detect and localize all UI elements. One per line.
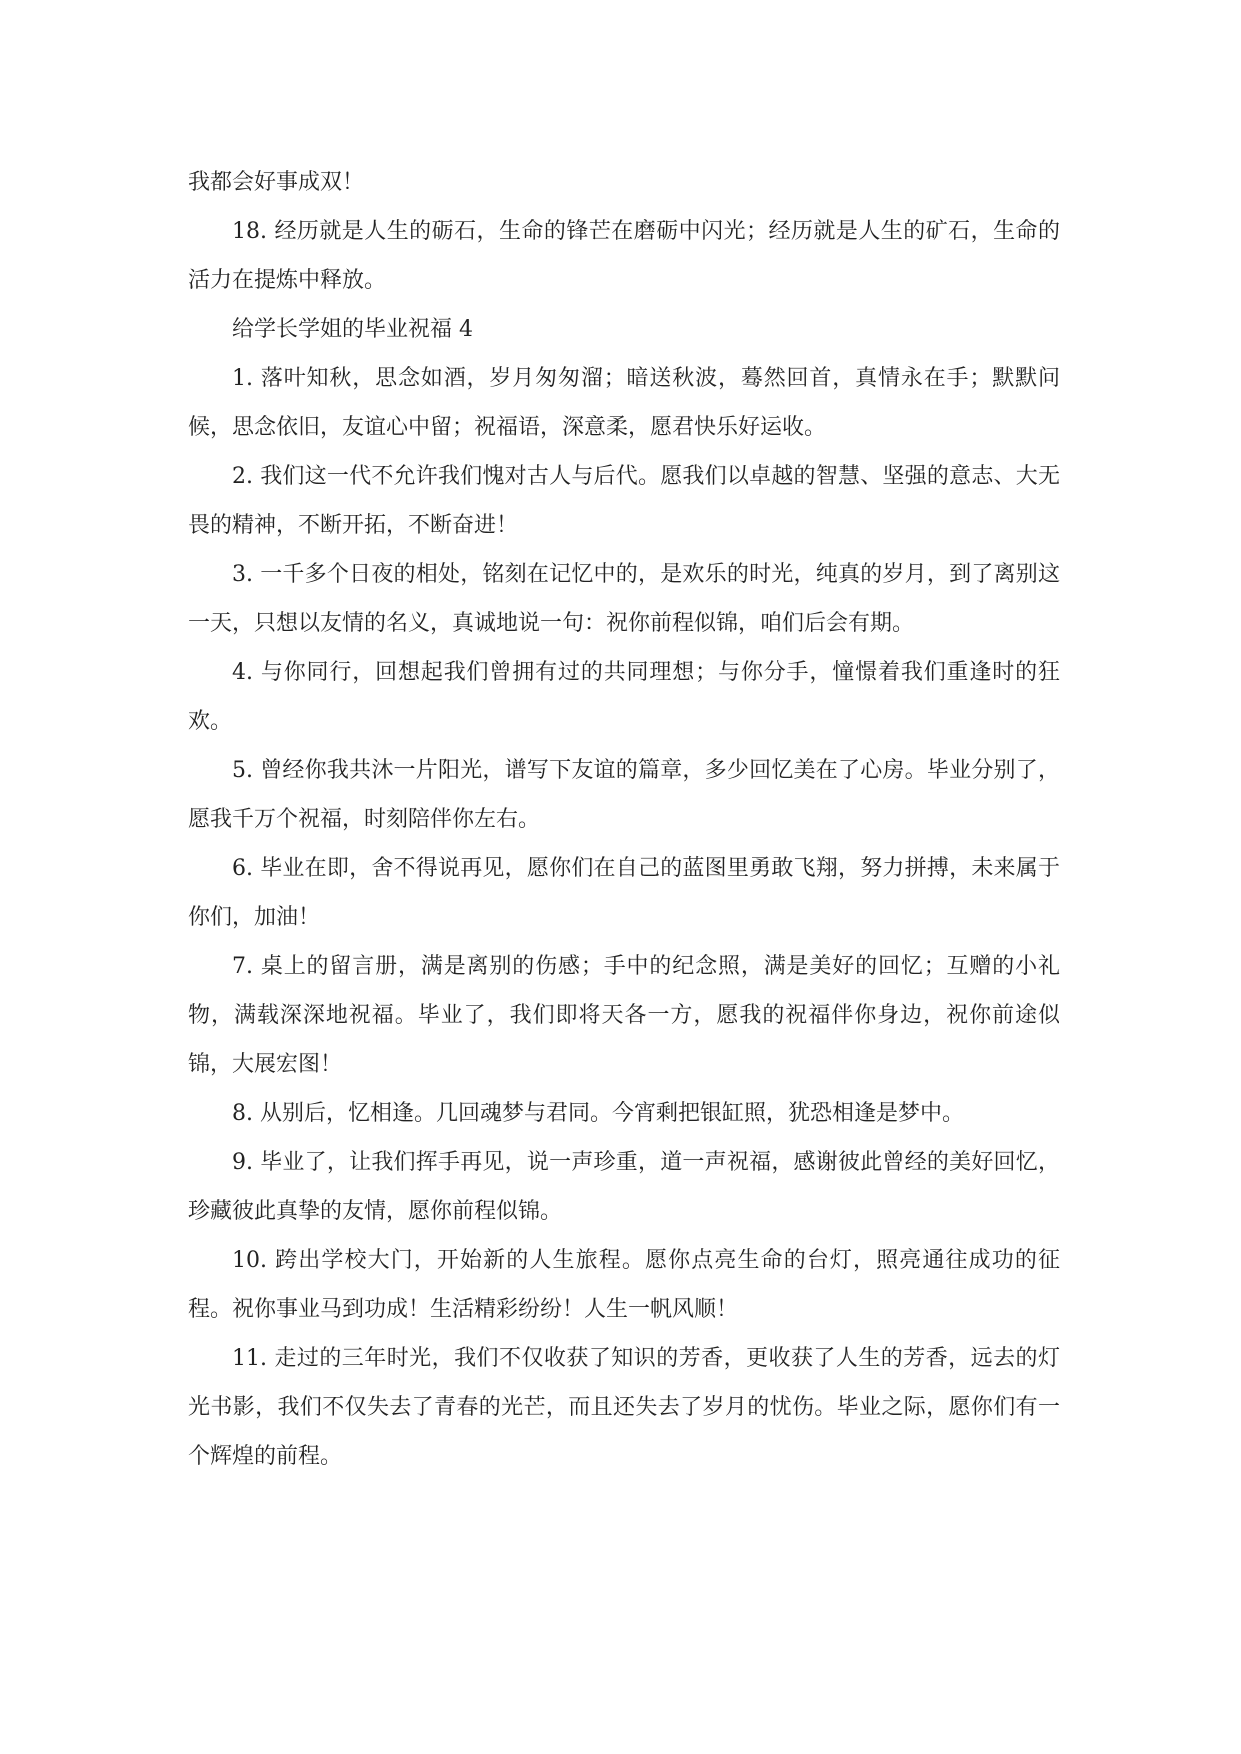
paragraph-item-4: 4. 与你同行，回想起我们曾拥有过的共同理想；与你分手，憧憬着我们重逢时的狂欢。 xyxy=(188,660,1060,734)
paragraph-item-2: 2. 我们这一代不允许我们愧对古人与后代。愿我们以卓越的智慧、坚强的意志、大无畏的精神，不断开拓，不断奋进！ xyxy=(188,464,1060,538)
paragraph-item-5: 5. 曾经你我共沐一片阳光，谱写下友谊的篇章，多少回忆美在了心房。毕业分别了，愿我千万个祝福，时刻陪伴你左右。 xyxy=(188,758,1060,832)
paragraph-item-10: 10. 跨出学校大门，开始新的人生旅程。愿你点亮生命的台灯，照亮通往成功的征程。祝你事业马到功成！生活精彩纷纷！人生一帆风顺！ xyxy=(188,1248,1060,1322)
paragraph-item-3: 3. 一千多个日夜的相处，铭刻在记忆中的，是欢乐的时光，纯真的岁月，到了离别这一天，只想以友情的名义，真诚地说一句：祝你前程似锦，咱们后会有期。 xyxy=(188,562,1060,636)
paragraph-item-8: 8. 从别后，忆相逢。几回魂梦与君同。今宵剩把银缸照，犹恐相逢是梦中。 xyxy=(232,1101,964,1126)
paragraph-item-9: 9. 毕业了，让我们挥手再见，说一声珍重，道一声祝福，感谢彼此曾经的美好回忆，珍藏彼此真挚的友情，愿你前程似锦。 xyxy=(188,1150,1060,1224)
section-heading: 给学长学姐的毕业祝福 4 xyxy=(232,317,473,342)
paragraph-item-18: 18. 经历就是人生的砺石，生命的锋芒在磨砺中闪光；经历就是人生的矿石，生命的活力在提炼中释放。 xyxy=(188,219,1060,293)
paragraph-item-7: 7. 桌上的留言册，满是离别的伤感；手中的纪念照，满是美好的回忆；互赠的小礼物，满载深深地祝福。毕业了，我们即将天各一方，愿我的祝福伴你身边，祝你前途似锦，大展宏图！ xyxy=(188,954,1060,1077)
document-body xyxy=(188,158,1060,1481)
paragraph-item-6: 6. 毕业在即，舍不得说再见，愿你们在自己的蓝图里勇敢飞翔，努力拼搏，未来属于你们，加油！ xyxy=(188,856,1060,930)
paragraph-item-1: 1. 落叶知秋，思念如酒，岁月匆匆溜；暗送秋波，蓦然回首，真情永在手；默默问候，思念依旧，友谊心中留；祝福语，深意柔，愿君快乐好运收。 xyxy=(188,366,1060,440)
paragraph-continuation: 我都会好事成双！ xyxy=(188,170,365,195)
paragraph-item-11: 11. 走过的三年时光，我们不仅收获了知识的芳香，更收获了人生的芳香，远去的灯光书影，我们不仅失去了青春的光芒，而且还失去了岁月的忧伤。毕业之际，愿你们有一个辉煌的前程。 xyxy=(188,1346,1060,1469)
